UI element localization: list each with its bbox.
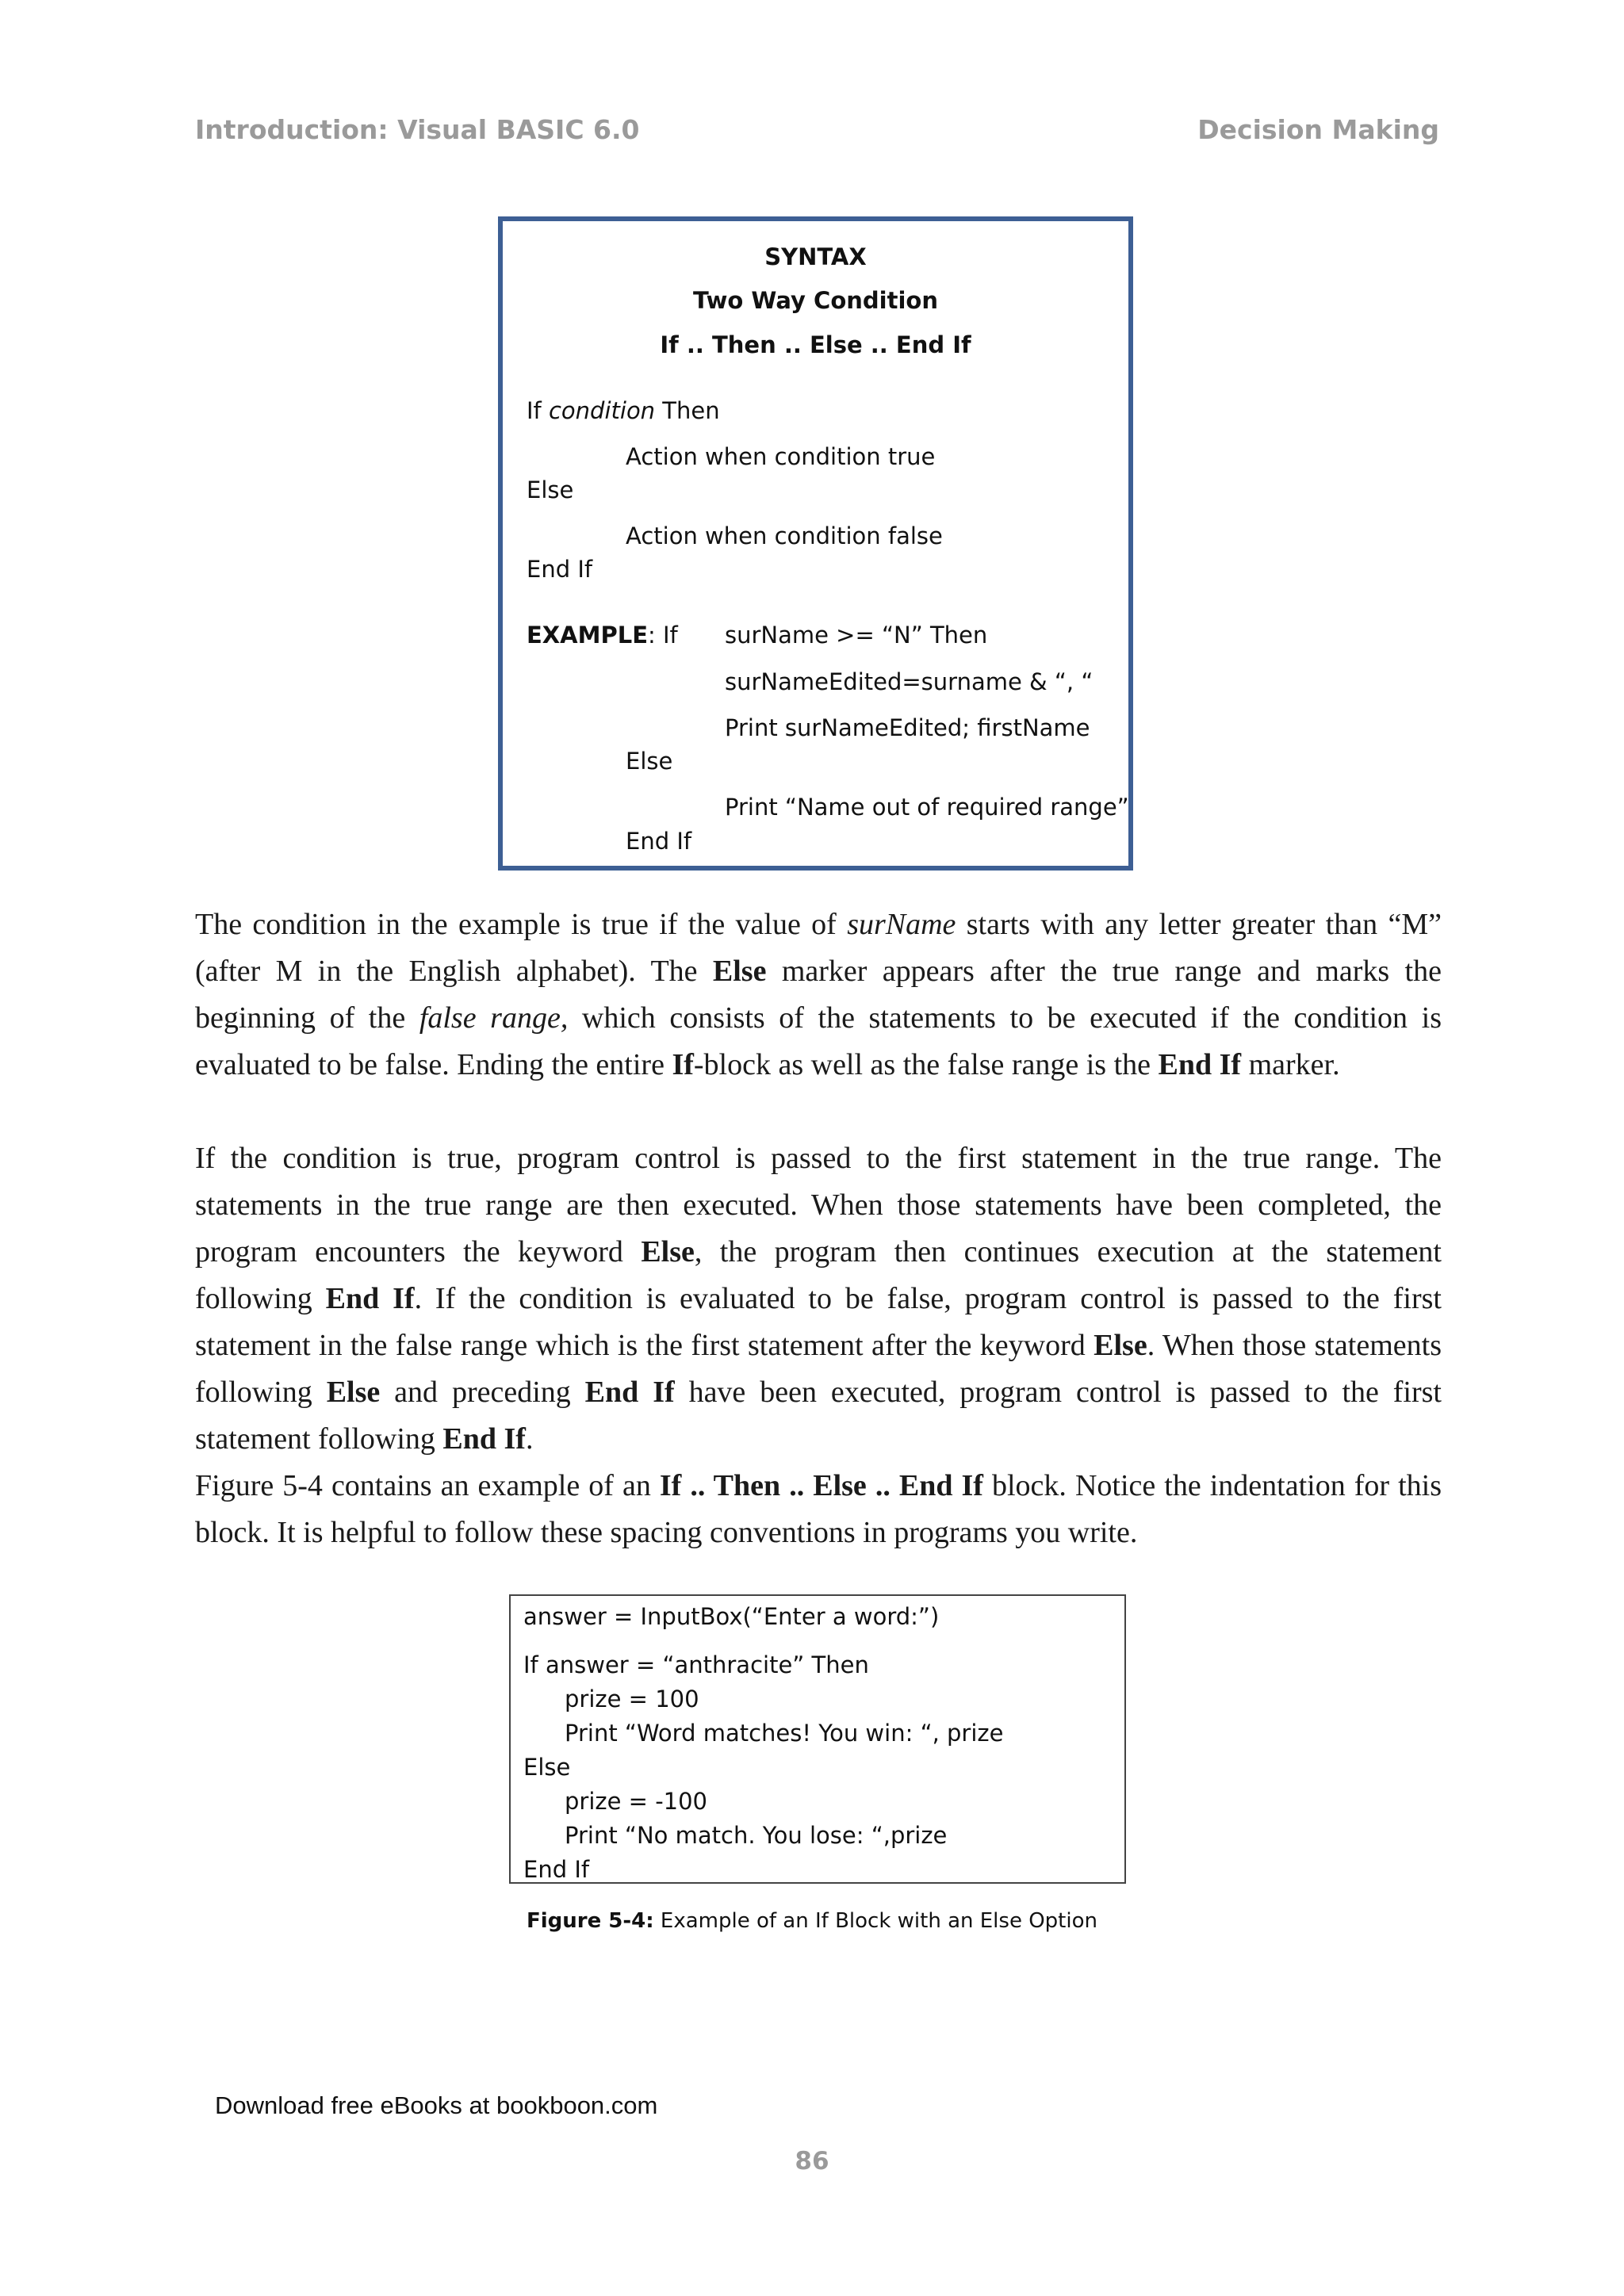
syntax-if-line	[527, 397, 720, 424]
code-figure	[509, 1594, 1126, 1884]
false-action-line: Action when condition false	[626, 522, 943, 549]
true-action-line: Action when condition true	[626, 443, 936, 470]
running-header-right: Decision Making	[1197, 114, 1439, 145]
if-keyword: If	[527, 397, 542, 424]
code-line: If answer = “anthracite” Then	[523, 1651, 869, 1678]
page-number: 86	[795, 2147, 829, 2175]
then-keyword: Then	[662, 397, 720, 424]
paragraph-3: Figure 5-4 contains an example of an If .. Then .. Else .. End If block. Notice the indentation for this block. It is helpful to follow these spacing conventions in programs you write.	[195, 1469, 1442, 1549]
syntax-form: If .. Then .. Else .. End If	[660, 331, 971, 358]
example-line-2: surNameEdited=surname & “, “	[725, 668, 1094, 695]
code-line: Print “No match. You lose: “,prize	[565, 1822, 948, 1849]
end-if-line: End If	[527, 556, 593, 583]
example-line-4: Print “Name out of required range”	[725, 794, 1129, 821]
paragraph-1: The condition in the example is true if the value of surName starts with any letter greater than “M” (after M in the English alphabet). The Else marker appears after the true range and marks the beginning of the false range, which consists of the statements to be executed if the condition is evaluated to be false. Ending the entire If-block as well as the false range is the End If marker.	[195, 908, 1442, 1081]
condition-placeholder: condition	[548, 397, 656, 424]
running-header-left: Introduction: Visual BASIC 6.0	[195, 114, 640, 145]
code-line: prize = -100	[565, 1788, 708, 1815]
code-line: answer = InputBox(“Enter a word:”)	[523, 1603, 940, 1630]
code-line: Else	[523, 1754, 571, 1781]
paragraph-2: If the condition is true, program control is passed to the first statement in the true range. The statements in the true range are then executed. When those statements have been completed, the program encounters the keyword Else, the program then continues execution at the statement following End If. If the condition is evaluated to be false, program control is passed to the first statement in the false range which is the first statement after the keyword Else. When those statements following Else and preceding End If have been executed, program control is passed to the first statement following End If.	[195, 1142, 1442, 1456]
code-line: Print “Word matches! You win: “, prize	[565, 1720, 1004, 1747]
example-line-3: Print surNameEdited; firstName	[725, 714, 1090, 741]
code-line: End If	[523, 1856, 590, 1883]
example-label: EXAMPLE	[527, 622, 649, 649]
code-line: prize = 100	[565, 1686, 699, 1712]
example-label-line	[527, 622, 678, 649]
download-link[interactable]: Download free eBooks at bookboon.com	[215, 2091, 658, 2119]
else-line: Else	[527, 476, 574, 503]
example-else: Else	[626, 748, 673, 775]
syntax-subtitle: Two Way Condition	[693, 287, 938, 314]
syntax-title: SYNTAX	[764, 243, 867, 270]
figure-caption	[0, 1909, 1624, 1933]
example-end-if: End If	[626, 828, 692, 855]
example-label-if: : If	[648, 622, 678, 649]
syntax-box	[498, 216, 1133, 871]
caption-text: Example of an If Block with an Else Option	[653, 1909, 1097, 1933]
caption-label: Figure 5-4:	[526, 1909, 654, 1933]
example-line-1: surName >= “N” Then	[725, 622, 988, 649]
